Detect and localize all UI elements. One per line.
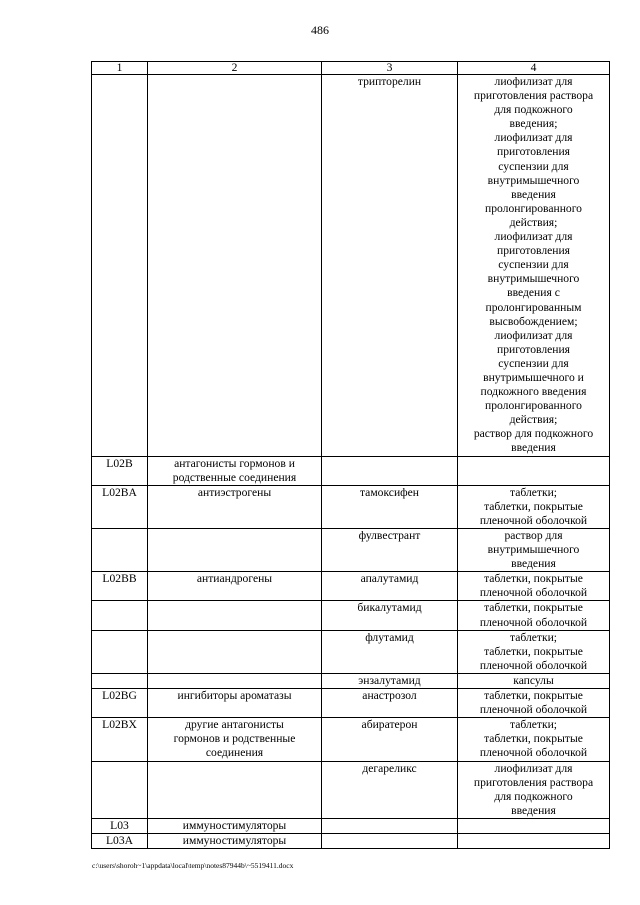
column-header: 3 (322, 62, 458, 75)
group-name-cell (148, 761, 322, 818)
drug-name-cell: бикалутамид (322, 601, 458, 630)
atc-code-cell: L02BG (92, 689, 148, 718)
group-name-cell: иммуностимуляторы (148, 833, 322, 848)
table-row (92, 818, 610, 833)
atc-code-cell: L02BB (92, 572, 148, 601)
table-row (92, 761, 610, 818)
dosage-form-cell: раствор для внутримышечного введения (458, 529, 610, 572)
atc-code-cell: L02BX (92, 718, 148, 761)
atc-code-cell (92, 529, 148, 572)
dosage-form-cell: таблетки; таблетки, покрытые пленочной оболочкой (458, 485, 610, 528)
drug-name-cell: фулвестрант (322, 529, 458, 572)
group-name-cell (148, 529, 322, 572)
table-row (92, 718, 610, 761)
atc-code-cell: L03A (92, 833, 148, 848)
table-row (92, 456, 610, 485)
drug-name-cell: тамоксифен (322, 485, 458, 528)
column-header: 4 (458, 62, 610, 75)
drug-name-cell: трипторелин (322, 75, 458, 457)
dosage-form-cell: таблетки, покрытые пленочной оболочкой (458, 572, 610, 601)
table-row (92, 485, 610, 528)
dosage-form-cell (458, 818, 610, 833)
group-name-cell: другие антагонисты гормонов и родственные соединения (148, 718, 322, 761)
group-name-cell (148, 601, 322, 630)
dosage-form-cell: лиофилизат для приготовления раствора для подкожного введения (458, 761, 610, 818)
group-name-cell: антагонисты гормонов и родственные соединения (148, 456, 322, 485)
group-name-cell: иммуностимуляторы (148, 818, 322, 833)
footer-file-path: c:\users\shoroh~1\appdata\local\temp\notes87944b\~5519411.docx (92, 861, 294, 870)
atc-code-cell (92, 601, 148, 630)
table-row (92, 673, 610, 688)
drug-name-cell: анастрозол (322, 689, 458, 718)
drug-name-cell (322, 818, 458, 833)
table-row (92, 529, 610, 572)
dosage-form-cell: капсулы (458, 673, 610, 688)
drug-name-cell: апалутамид (322, 572, 458, 601)
dosage-form-cell: таблетки, покрытые пленочной оболочкой (458, 601, 610, 630)
dosage-form-cell: таблетки; таблетки, покрытые пленочной оболочкой (458, 630, 610, 673)
group-name-cell (148, 673, 322, 688)
drug-name-cell (322, 833, 458, 848)
table-row (92, 572, 610, 601)
group-name-cell: антиэстрогены (148, 485, 322, 528)
atc-code-cell: L02B (92, 456, 148, 485)
drug-classification-table (91, 61, 610, 849)
drug-name-cell: энзалутамид (322, 673, 458, 688)
group-name-cell: антиандрогены (148, 572, 322, 601)
group-name-cell (148, 75, 322, 457)
dosage-form-cell (458, 833, 610, 848)
table-row (92, 601, 610, 630)
group-name-cell (148, 630, 322, 673)
atc-code-cell: L03 (92, 818, 148, 833)
table-row (92, 75, 610, 457)
atc-code-cell: L02BA (92, 485, 148, 528)
drug-name-cell: абиратерон (322, 718, 458, 761)
page-number: 486 (311, 23, 329, 37)
atc-code-cell (92, 761, 148, 818)
group-name-cell: ингибиторы ароматазы (148, 689, 322, 718)
table-row (92, 689, 610, 718)
drug-name-cell: дегареликс (322, 761, 458, 818)
column-header: 2 (148, 62, 322, 75)
table-row (92, 833, 610, 848)
column-header: 1 (92, 62, 148, 75)
atc-code-cell (92, 630, 148, 673)
atc-code-cell (92, 673, 148, 688)
drug-name-cell (322, 456, 458, 485)
atc-code-cell (92, 75, 148, 457)
table-header-row (92, 62, 610, 75)
dosage-form-cell: лиофилизат для приготовления раствора для подкожного введения; лиофилизат для приготовления суспензии для внутримышечного введения пролонгированного действия; лиофилизат для приготовления суспензии для внутримышечного введения с пролонгированным высвобождением; лиофилизат для приготовления суспензии для внутримышечного и подкожного введения пролонгированного действия; раствор для подкожного введения (458, 75, 610, 457)
table-row (92, 630, 610, 673)
dosage-form-cell (458, 456, 610, 485)
drug-name-cell: флутамид (322, 630, 458, 673)
dosage-form-cell: таблетки, покрытые пленочной оболочкой (458, 689, 610, 718)
dosage-form-cell: таблетки; таблетки, покрытые пленочной оболочкой (458, 718, 610, 761)
